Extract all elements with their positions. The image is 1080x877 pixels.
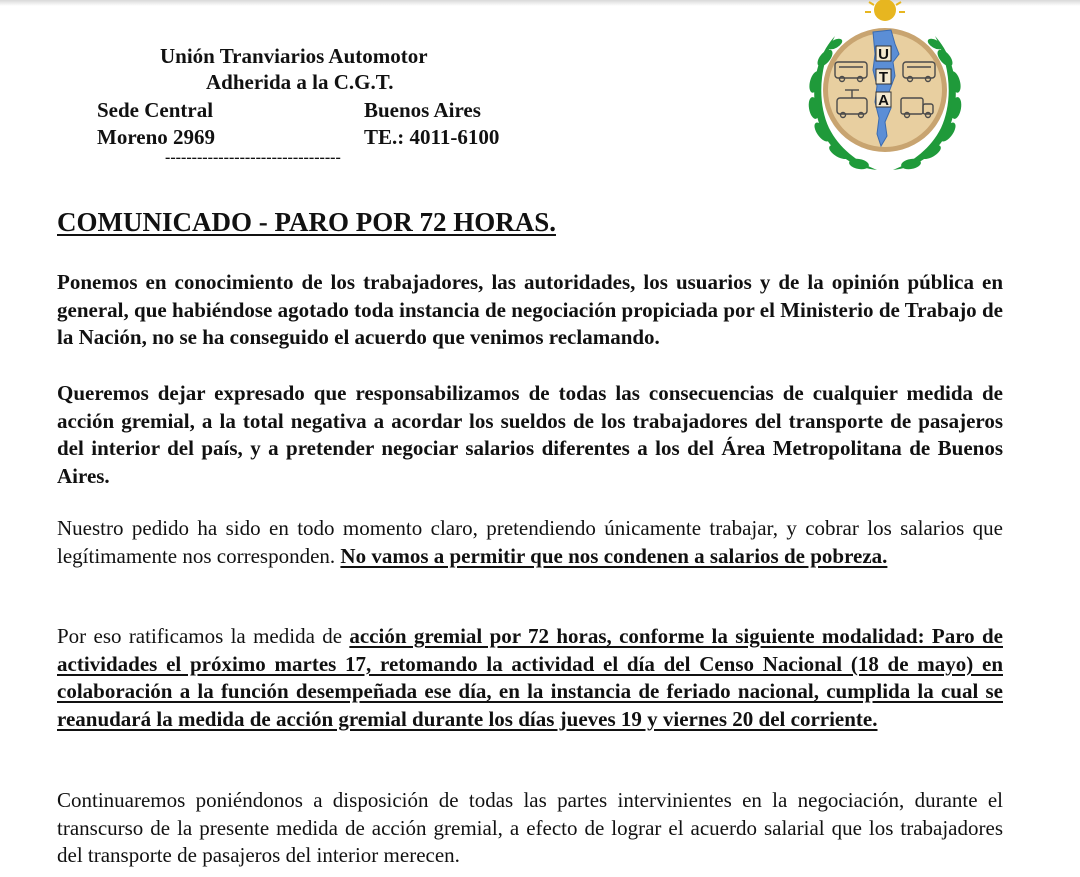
organization-affiliation: Adherida a la C.G.T. (206, 70, 394, 94)
headquarters-label: Sede Central (97, 98, 214, 122)
organization-name: Unión Tranviarios Automotor (160, 44, 428, 68)
logo-letter-t: T (878, 69, 889, 86)
paragraph-closing: Continuaremos poniéndonos a disposición de todas las partes intervinientes en la negociación, durante el transcurso de la presente medida de acción gremial, a efecto de lograr el acuerdo salarial que los trabajadores del transporte de pasajeros del interior merecen. (57, 788, 1003, 867)
paragraph-strike-details: acción gremial por 72 horas, conforme la siguiente modalidad: Paro de actividades el próximo martes 17, retomando la actividad el día del Censo Nacional (18 de mayo) en colaboración a la función desempeñada ese día, en la instancia de feriado nacional, cumplida la cual se reanudará la medida de acción gremial durante los días jueves 19 y viernes 20 del corriente. (57, 624, 1003, 731)
sun-emblem (865, 0, 905, 21)
paragraph-demand (57, 515, 1003, 570)
logo-letter-u: U (878, 46, 889, 63)
paragraph-demand-text: Nuestro pedido ha sido en todo momento claro, pretendiendo únicamente trabajar, y cobrar los salarios que legítimamente nos corresponden. (57, 516, 1003, 568)
uta-logo (795, 0, 975, 176)
letterhead (0, 0, 600, 180)
city: Buenos Aires (364, 98, 481, 122)
address: Moreno 2969 (97, 125, 216, 149)
paragraph-demand-emphasis: No vamos a permitir que nos condenen a salarios de pobreza. (340, 543, 888, 568)
paragraph-notice: Ponemos en conocimiento de los trabajadores, las autoridades, los usuarios y de la opinión pública en general, que habiéndose agotado toda instancia de negociación propiciada por el Ministerio de Trabajo de la Nación, no se ha conseguido el acuerdo que venimos reclamando. (57, 270, 1003, 349)
document-title: COMUNICADO - PARO POR 72 HORAS. (57, 207, 556, 237)
logo-letter-a: A (878, 92, 889, 109)
paragraph-strike-modality (57, 623, 1003, 733)
paragraph-strike-intro: Por eso ratificamos la medida de (57, 624, 350, 648)
letterhead-divider: --------------------------------- (165, 149, 341, 166)
phone: TE.: 4011-6100 (364, 125, 500, 149)
paragraph-responsibility: Queremos dejar expresado que responsabilizamos de todas las consecuencias de cualquier medida de acción gremial, a la total negativa a acordar los sueldos de los trabajadores del transporte de pasajeros del interior del país, y a pretender negociar salarios diferentes a los del Área Metropolitana de Buenos Aires. (57, 381, 1003, 488)
